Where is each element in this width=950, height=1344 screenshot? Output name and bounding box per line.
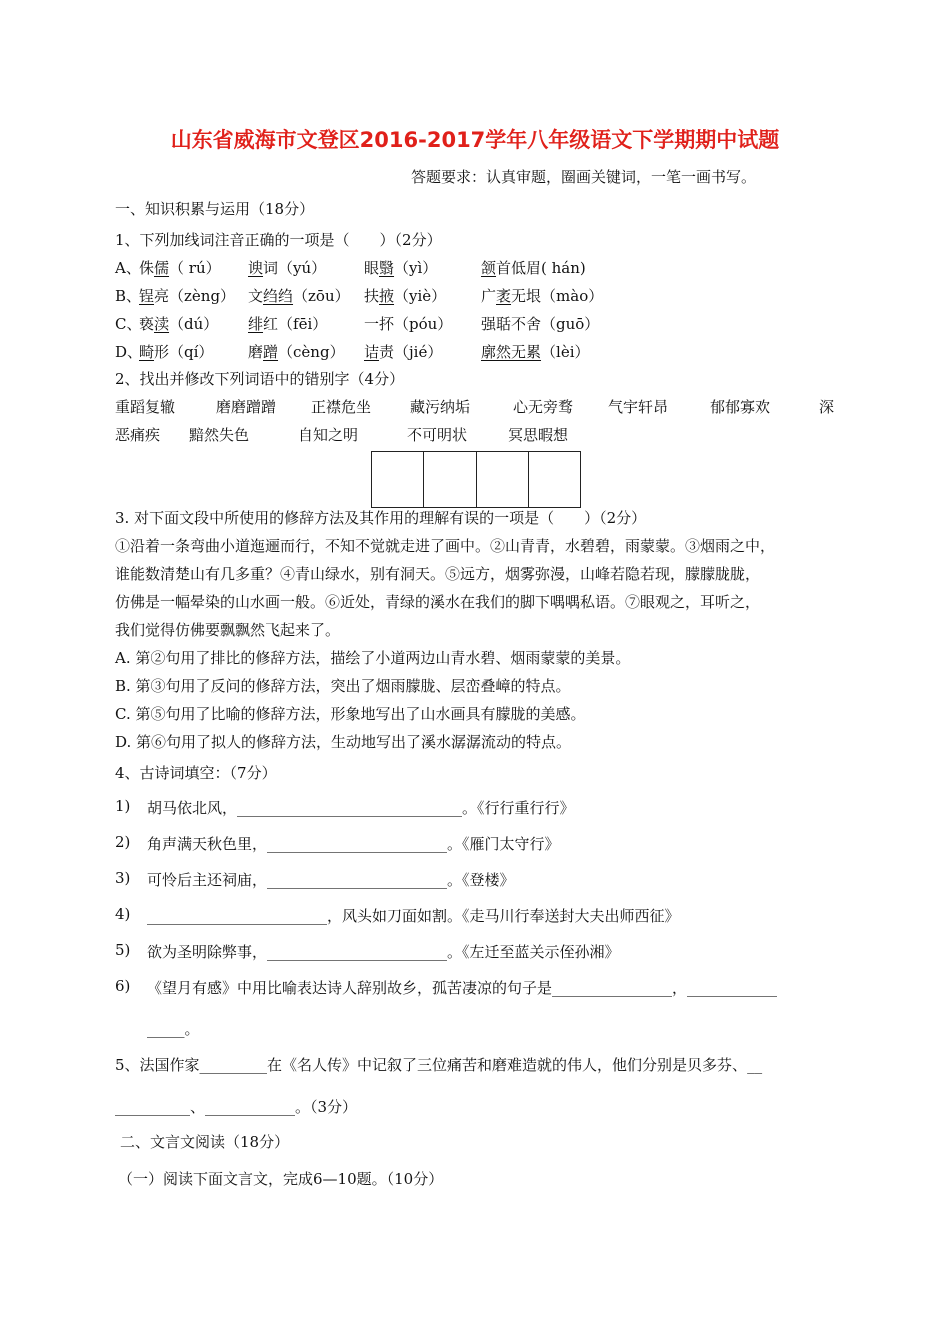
option-word: 扶掖（yiè） <box>364 287 447 305</box>
poem-line <box>147 869 515 890</box>
answer-box[interactable] <box>372 452 424 507</box>
passage-line: 我们觉得仿佛要飘飘然飞起来了。 <box>115 621 341 639</box>
section-heading-1: 一、知识积累与运用（18分） <box>115 200 315 218</box>
answer-box[interactable] <box>424 452 476 507</box>
option-word: 绯红（fēi） <box>248 315 328 333</box>
question-5-line2[interactable]: __________、____________。（3分） <box>115 1098 358 1116</box>
q1-option-row <box>115 341 635 363</box>
word: 藏污纳垢 <box>410 398 471 416</box>
item-number: 2) <box>115 833 131 851</box>
item-number: 1) <box>115 797 131 815</box>
poem-text: 可怜后主还祠庙， <box>147 871 268 889</box>
item-number: 5) <box>115 941 131 959</box>
q5-blank[interactable]: _________ <box>199 1056 268 1074</box>
fill-blank[interactable]: ________________________ <box>147 907 327 925</box>
option-word: 强聒不舍（guō） <box>481 315 600 333</box>
option-word: 颔首低眉( hán) <box>481 259 586 277</box>
option-word: 锃亮（zèng） <box>139 287 236 305</box>
poem-source: 。《登楼》 <box>447 871 515 889</box>
word: 心无旁骛 <box>513 398 574 416</box>
word: 气宇轩昂 <box>608 398 669 416</box>
answer-box[interactable] <box>477 452 529 507</box>
poem-source: 。《左迁至蓝关示侄孙湘》 <box>447 943 620 961</box>
poem-line <box>147 941 620 962</box>
fill-blank[interactable]: ________________________ <box>267 835 448 853</box>
poem-source: ，风头如刀面如割。《走马川行奉送封大夫出师西征》 <box>327 907 680 925</box>
option-letter: A、 <box>115 259 141 277</box>
word: 郁郁寡欢 <box>710 398 771 416</box>
option-word: 磨蹭（cèng） <box>248 343 345 361</box>
option-letter: C、 <box>115 315 142 333</box>
question-3-stem: 3. 对下面文段中所使用的修辞方法及其作用的理解有误的一项是（ ）（2分） <box>115 509 647 527</box>
option-word: 侏儒（ rú） <box>139 259 221 277</box>
fill-blank-continued[interactable]: _____。 <box>147 1020 200 1038</box>
option-d: D. 第⑥句用了拟人的修辞方法，生动地写出了溪水潺潺流动的特点。 <box>115 733 572 751</box>
option-word: 眼翳（yì） <box>364 259 438 277</box>
word: 自知之明 <box>298 426 359 444</box>
word: 磨磨蹭蹭 <box>216 398 277 416</box>
answer-box[interactable] <box>529 452 580 507</box>
q5-blank[interactable]: __ <box>747 1056 763 1074</box>
option-word: 廓然无累（lèi） <box>481 343 590 361</box>
option-letter: D、 <box>115 343 143 361</box>
poem-line <box>147 905 680 926</box>
poem-text: 胡马依北风， <box>147 799 238 817</box>
item-number: 3) <box>115 869 131 887</box>
q1-option-row <box>115 257 635 279</box>
option-word: 畸形（qí） <box>139 343 214 361</box>
passage-line: 谁能数清楚山有几多重？④青山绿水，别有洞天。⑤远方，烟雾弥漫，山峰若隐若现，朦朦胧胧， <box>115 565 761 583</box>
q5-text: 5、法国作家 <box>115 1056 200 1074</box>
option-letter: B、 <box>115 287 142 305</box>
word: 重蹈复辙 <box>115 398 176 416</box>
word: 正襟危坐 <box>311 398 372 416</box>
question-5-line1 <box>115 1054 762 1075</box>
option-word: 亵渎（dú） <box>139 315 219 333</box>
item-number: 4) <box>115 905 131 923</box>
fill-blank[interactable]: ________________ <box>552 979 673 997</box>
fill-blank[interactable]: ______________________________ <box>237 799 463 817</box>
q5-text: 在《名人传》中记叙了三位痛苦和磨难造就的伟人，他们分别是贝多芬、 <box>267 1056 748 1074</box>
poem-text: 角声满天秋色里， <box>147 835 268 853</box>
word: 黯然失色 <box>189 426 250 444</box>
poem-source: 。《行行重行行》 <box>462 799 575 817</box>
poem-line <box>147 833 560 854</box>
option-word: 诘责（jié） <box>364 343 443 361</box>
fill-blank[interactable]: ________________________ <box>267 943 448 961</box>
option-a: A. 第②句用了排比的修辞方法，描绘了小道两边山青水碧、烟雨蒙蒙的美景。 <box>115 649 631 667</box>
page-title: 山东省威海市文登区2016-2017学年八年级语文下学期期中试题 <box>170 128 780 152</box>
option-b: B. 第③句用了反问的修辞方法，突出了烟雨朦胧、层峦叠嶂的特点。 <box>115 677 571 695</box>
passage-line: 仿佛是一幅晕染的山水画一般。⑥近处，青绿的溪水在我们的脚下喁喁私语。⑦眼观之，耳听之， <box>115 593 761 611</box>
poem-text: 欲为圣明除弊事， <box>147 943 268 961</box>
fill-blank[interactable]: ________________________ <box>267 871 448 889</box>
question-2-stem: 2、找出并修改下列词语中的错别字（4分） <box>115 370 405 388</box>
q1-option-row <box>115 313 635 335</box>
word: 恶痛疾 <box>115 426 161 444</box>
section-heading-2: 二、文言文阅读（18分） <box>120 1133 290 1151</box>
poem-line <box>147 977 777 998</box>
answer-requirement: 答题要求：认真审题，圈画关键词，一笔一画书写。 <box>411 168 757 186</box>
fill-blank[interactable]: ____________ <box>687 979 778 997</box>
answer-boxes[interactable] <box>371 451 581 508</box>
option-word: 广袤无垠（mào） <box>481 287 604 305</box>
question-1-stem: 1、下列加线词注音正确的一项是（ ）（2分） <box>115 231 442 249</box>
word: 冥思暇想 <box>508 426 569 444</box>
option-word: 文绉绉（zōu） <box>248 287 350 305</box>
option-c: C. 第⑤句用了比喻的修辞方法，形象地写出了山水画具有朦胧的美感。 <box>115 705 586 723</box>
question-4-stem: 4、古诗词填空：（7分） <box>115 764 277 782</box>
word: 不可明状 <box>407 426 468 444</box>
word: 深 <box>819 398 835 416</box>
poem-source: 。《雁门太守行》 <box>447 835 560 853</box>
option-word: 一抔（póu） <box>364 315 453 333</box>
poem-text: 《望月有感》中用比喻表达诗人辞别故乡，孤苦凄凉的句子是 <box>147 979 553 997</box>
item-number: 6) <box>115 977 131 995</box>
option-word: 谀词（yú） <box>248 259 327 277</box>
passage-line: ①沿着一条弯曲小道迤逦而行，不知不觉就走进了画中。②山青青，水碧碧，雨蒙蒙。③烟雨之中， <box>115 537 776 555</box>
subsection-heading: （一）阅读下面文言文，完成6—10题。（10分） <box>118 1170 444 1188</box>
poem-line <box>147 797 575 818</box>
poem-source: ， <box>672 979 688 997</box>
q1-option-row <box>115 285 635 307</box>
